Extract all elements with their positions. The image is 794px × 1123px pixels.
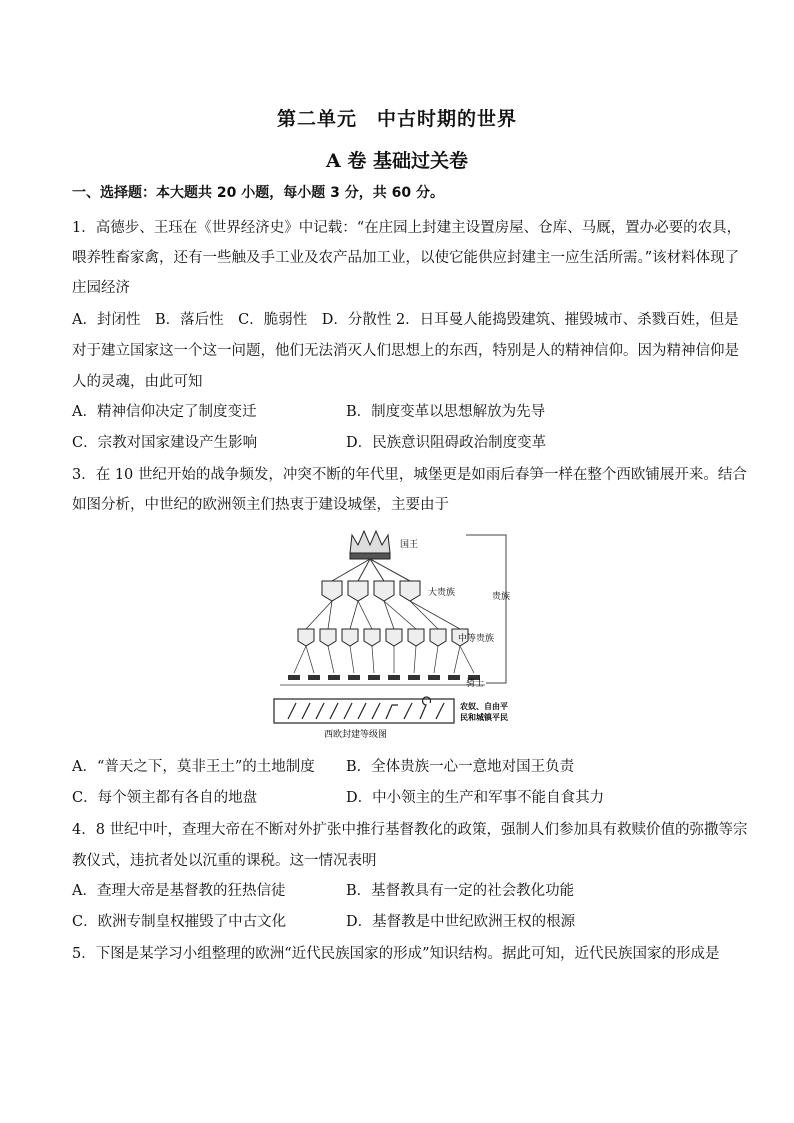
middle-noble-shields-icon	[298, 629, 468, 646]
label-peasants-1: 农奴、自由平	[460, 702, 508, 711]
q1-stem-line-3: 庄园经济	[72, 280, 130, 296]
label-peasants-2: 民和城镇平民	[460, 713, 508, 722]
q1-stem-line-2: 喂养牲畜家禽，还有一些触及手工业及农产品加工业，以使它能供应封建主一应生活所需。”该材料体现了	[72, 250, 740, 266]
peasants-box	[274, 699, 454, 723]
q1-stem-line-1: 1．高德步、王珏在《世界经济史》中记载：“在庄园上封建主设置房屋、仓库、马厩，置办必要的农具，	[72, 220, 742, 236]
figure-caption: 西欧封建等级图	[324, 730, 388, 740]
q4-option-b: B．基督教具有一定的社会教化功能	[346, 883, 575, 899]
crown-icon	[350, 531, 390, 559]
q3-stem-line-1: 3．在 10 世纪开始的战争频发，冲突不断的年代里，城堡更是如雨后春笋一样在整个西欧铺展开来。结合	[72, 467, 747, 483]
feudal-hierarchy-figure	[270, 523, 520, 745]
q2-stem-line-3: 人的灵魂，由此可知	[72, 374, 203, 390]
q4-stem-line-1: 4．8 世纪中叶，查理大帝在不断对外扩张中推行基督教化的政策，强制人们参加具有救赎价值的弥撒等宗	[72, 822, 748, 838]
q3-stem-line-2: 如图分析，中世纪的欧洲领主们热衷于建设城堡，主要由于	[72, 497, 449, 513]
great-noble-shields-icon	[322, 581, 420, 601]
q5-stem-line-1: 5．下图是某学习小组整理的欧洲“近代民族国家的形成”知识结构。据此可知，近代民族国家的形成是	[72, 946, 720, 962]
q2-option-d: D．民族意识阻碍政治制度变革	[346, 435, 547, 451]
label-great-nobles: 大贵族	[428, 588, 456, 598]
q3-option-a: A．“普天之下，莫非王土”的土地制度	[72, 759, 315, 775]
q2-option-a: A．精神信仰决定了制度变迁	[72, 404, 257, 420]
q4-option-a: A．查理大帝是基督教的狂热信徒	[72, 883, 286, 899]
q2-option-c: C．宗教对国家建设产生影响	[72, 435, 258, 451]
q3-option-d: D．中小领主的生产和军事不能自食其力	[346, 790, 605, 806]
q4-stem-line-2: 教仪式，违抗者处以沉重的课税。这一情况表明	[72, 853, 377, 869]
label-nobles: 贵族	[492, 592, 511, 602]
unit-title: 第二单元 中古时期的世界	[276, 108, 517, 130]
paper-subtitle: A 卷 基础过关卷	[326, 150, 468, 172]
label-knights: 骑士	[466, 679, 485, 689]
q4-option-d: D．基督教是中世纪欧洲王权的根源	[346, 914, 576, 930]
q2-option-b: B．制度变革以思想解放为先导	[346, 404, 546, 420]
q3-option-c: C．每个领主都有各自的地盘	[72, 790, 258, 806]
q4-option-c: C．欧洲专制皇权摧毁了中古文化	[72, 914, 287, 930]
q1-options-and-q2-start: A．封闭性 B．落后性 C．脆弱性 D．分散性 2．日耳曼人能捣毁建筑、摧毁城市、杀戮百姓，但是	[72, 312, 739, 328]
section-heading: 一、选择题：本大题共 20 小题，每小题 3 分，共 60 分。	[72, 185, 444, 201]
label-middle-nobles: 中等贵族	[458, 634, 495, 644]
q2-stem-line-2: 对于建立国家这一个这一问题，他们无法消灭人们思想上的东西，特别是人的精神信仰。因为精神信仰是	[72, 343, 739, 359]
q3-option-b: B．全体贵族一心一意地对国王负责	[346, 759, 575, 775]
label-king: 国王	[400, 540, 419, 550]
knights-row-icon	[288, 675, 480, 680]
